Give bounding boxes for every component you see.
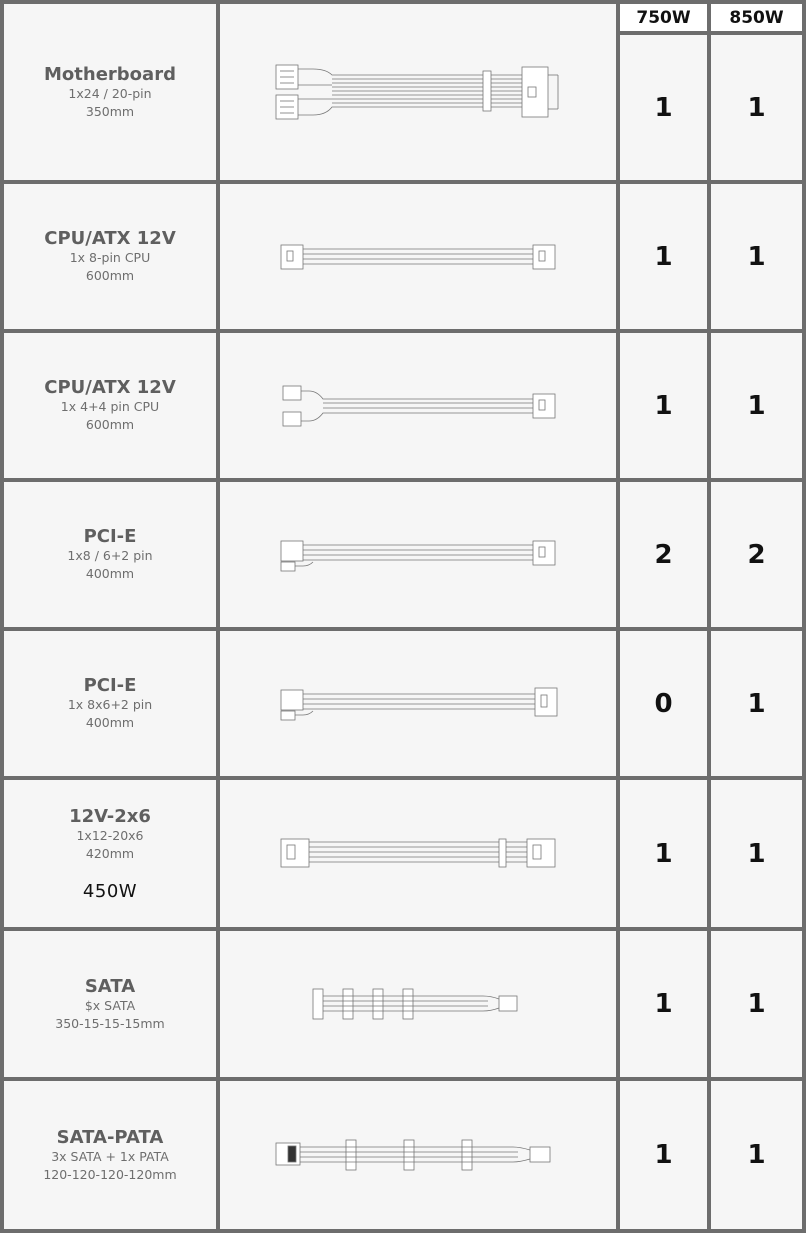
cable-length: 400mm [85, 566, 135, 581]
cable-spec: 1x8 / 6+2 pin [67, 548, 153, 563]
cable-name: PCI-E [83, 675, 137, 696]
count-750w: 1 [620, 780, 707, 927]
cable-name: CPU/ATX 12V [44, 228, 176, 249]
count-850w: 1 [711, 1081, 802, 1229]
sata-cable-icon [220, 931, 616, 1077]
row-label-sata [4, 931, 216, 1077]
pcie-cable-icon [220, 482, 616, 627]
sata-pata-cable-icon [220, 1081, 616, 1229]
row-label-motherboard [4, 4, 216, 180]
count-750w: 1 [620, 35, 707, 180]
count-750w: 0 [620, 631, 707, 776]
cable-length: 600mm [85, 268, 135, 283]
cable-spec: 1x 8x6+2 pin [67, 697, 153, 712]
row-label-pcie [4, 482, 216, 627]
count-850w: 1 [711, 333, 802, 478]
cpu-4plus4-cable-icon [220, 333, 616, 478]
header-750w: 750W [620, 4, 707, 31]
count-750w: 1 [620, 333, 707, 478]
cable-spec: 1x 4+4 pin CPU [60, 399, 160, 414]
count-850w: 1 [711, 780, 802, 927]
motherboard-cable-icon [220, 4, 616, 180]
cable-spec: 3x SATA + 1x PATA [51, 1148, 169, 1164]
cable-name: CPU/ATX 12V [44, 377, 176, 398]
cable-length: 420mm [85, 845, 135, 861]
count-750w: 1 [620, 1081, 707, 1229]
cable-length: 350mm [85, 103, 135, 119]
cable-length: 600mm [85, 417, 135, 432]
row-label-pcie-dual [4, 631, 216, 776]
cable-wattage: 450W [82, 880, 138, 902]
row-label-cpu-8pin [4, 184, 216, 329]
cable-name: SATA-PATA [56, 1126, 164, 1148]
cable-spec: 1x24 / 20-pin [68, 85, 152, 101]
cable-name: PCI-E [83, 526, 137, 547]
pcie-dual-cable-icon [220, 631, 616, 776]
count-850w: 1 [711, 631, 802, 776]
row-label-cpu-4plus4 [4, 333, 216, 478]
cable-length: 120-120-120-120mm [43, 1166, 177, 1182]
row-label-sata-pata [4, 1081, 216, 1229]
cable-name: 12V-2x6 [69, 805, 151, 827]
count-750w: 1 [620, 184, 707, 329]
cable-spec: 1x 8-pin CPU [69, 250, 151, 265]
count-850w: 2 [711, 482, 802, 627]
cable-spec: 1x12-20x6 [76, 827, 144, 843]
count-750w: 2 [620, 482, 707, 627]
count-850w: 1 [711, 931, 802, 1077]
count-850w: 1 [711, 35, 802, 180]
row-label-12v-2x6 [4, 780, 216, 927]
count-750w: 1 [620, 931, 707, 1077]
count-850w: 1 [711, 184, 802, 329]
cpu-8pin-cable-icon [220, 184, 616, 329]
cable-name: Motherboard [44, 63, 176, 85]
cable-length: 400mm [85, 715, 135, 730]
cable-length: 350-15-15-15mm [55, 1015, 165, 1031]
cable-name: SATA [84, 975, 136, 997]
header-850w: 850W [711, 4, 802, 31]
12v-2x6-cable-icon [220, 780, 616, 927]
cable-spec: $x SATA [84, 997, 136, 1013]
